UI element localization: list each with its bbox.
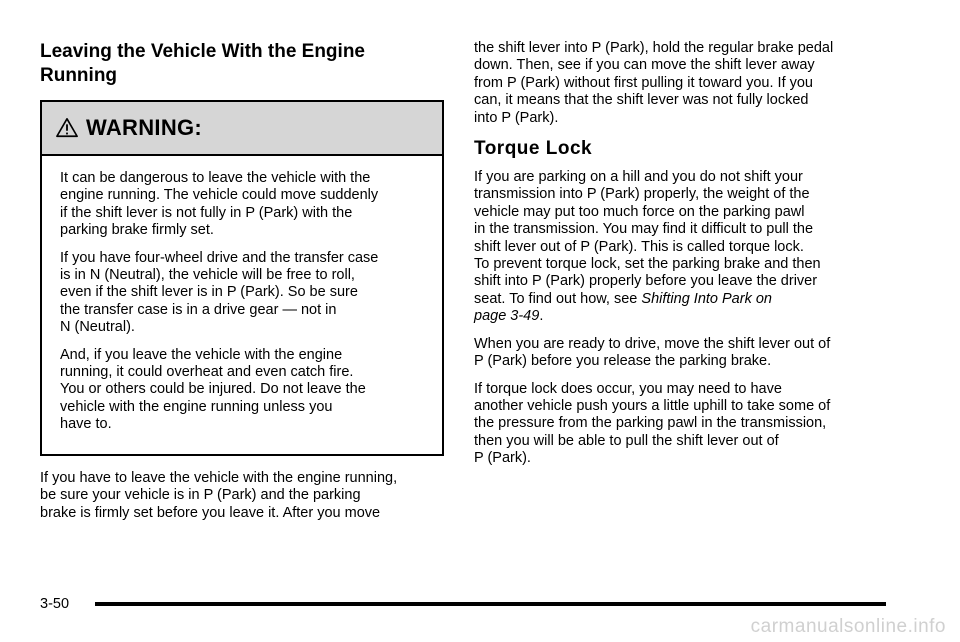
- warning-box: [40, 100, 444, 456]
- warning-paragraph: If you have four-wheel drive and the transfer case is in N (Neutral), the vehicle will be free to roll, even if the shift lever is in P (Park). So be sure the transfer case is in a drive gear — not in N (Neutral).: [60, 249, 379, 336]
- continuation-paragraph: the shift lever into P (Park), hold the regular brake pedal down. Then, see if you can move the shift lever away from P (Park) without first pulling it toward you. If you can, it means that the shift lever was not fully locked into P (Park).: [474, 40, 834, 126]
- body-paragraph: If you have to leave the vehicle with the engine running, be sure your vehicle is in P (Park) and the parking brake is firmly set before you leave it. After you move: [40, 469, 398, 521]
- paragraph-text: If you are parking on a hill and you do not shift your transmission into P (Park) properly, the weight of the vehicle may put too much force on the parking pawl in the transmission. You may find it difficult to pull the shift lever out of P (Park). This is called torque lock. To prevent torque lock, set the parking brake and then shift into P (Park) properly before you leave the driver seat. To find out how, see: [474, 169, 821, 307]
- footer-rule: [95, 602, 886, 606]
- warning-triangle-icon: [56, 117, 78, 139]
- warning-body: [42, 156, 442, 454]
- page-number: 3-50: [40, 596, 70, 612]
- torque-lock-heading: Torque Lock: [474, 138, 593, 160]
- warning-paragraph: And, if you leave the vehicle with the engine running, it could overheat and even catch fire. You or others could be injured. Do not leave the vehicle with the engine running unless you have to.: [60, 346, 366, 433]
- paragraph-end: .: [539, 308, 544, 325]
- page-footer: [40, 594, 886, 614]
- body-paragraph: When you are ready to drive, move the shift lever out of P (Park) before you release the parking brake.: [474, 335, 831, 370]
- right-column: [474, 40, 886, 478]
- warning-header: [42, 102, 442, 156]
- warning-paragraph: It can be dangerous to leave the vehicle with the engine running. The vehicle could move suddenly if the shift lever is not fully in P (Park) with the parking brake firmly set.: [60, 170, 379, 239]
- watermark: carmanualsonline.info: [750, 616, 946, 637]
- section-heading: Leaving the Vehicle With the Engine Running: [40, 41, 365, 86]
- warning-title: WARNING:: [86, 115, 203, 140]
- cross-reference-link[interactable]: Shifting Into Park on page 3‑49: [474, 290, 772, 325]
- torque-lock-paragraph: [474, 169, 886, 326]
- left-column: [40, 40, 444, 532]
- body-paragraph: If torque lock does occur, you may need to have another vehicle push yours a little uphill to take some of the pressure from the parking pawl in the transmission, then you will be able to pull the shift lever out of P (Park).: [474, 380, 831, 467]
